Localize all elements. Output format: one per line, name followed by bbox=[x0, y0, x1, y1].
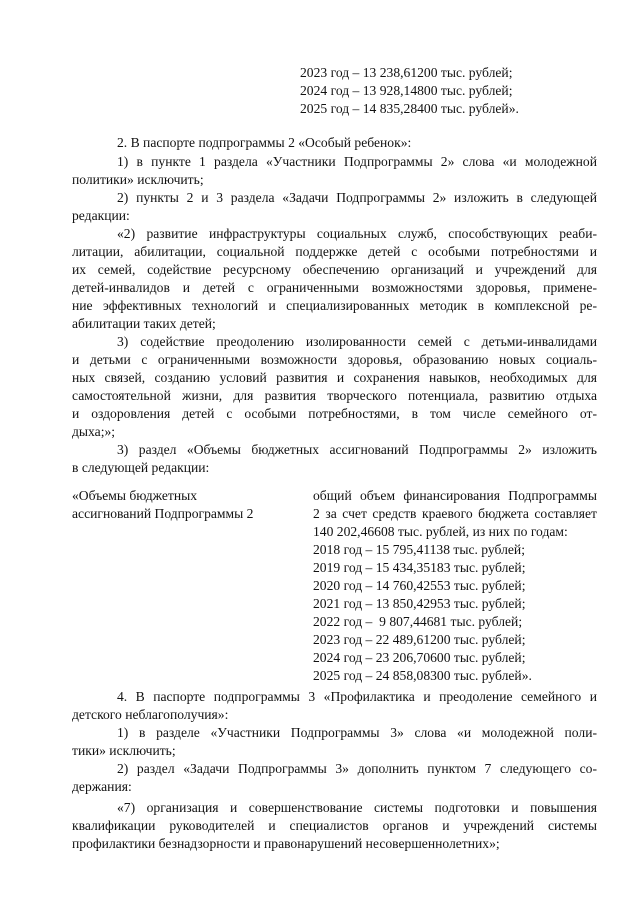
year-line: 2023 год – 13 238,61200 тыс. рублей; bbox=[300, 65, 513, 80]
quote-3-line: самостоятельной жизни, для развития творческого потенциала, развитию отдыха bbox=[72, 388, 597, 403]
quote-7-line: квалификации руководителей и специалистов органов и учреждений системы bbox=[72, 818, 597, 833]
budget-year-line: 2024 год – 23 206,70600 тыс. рублей; bbox=[313, 650, 526, 665]
quote-3-line: и детьми с ограниченными возможности здоровья, образованию новых социаль- bbox=[72, 352, 597, 367]
section-4-item-1-line: 1) в разделе «Участники Подпрограммы 3» слова «и молодежной поли- bbox=[117, 725, 597, 740]
section-2-item-1-line: политики» исключить; bbox=[72, 172, 204, 187]
quote-2-line: абилитации таких детей; bbox=[72, 316, 216, 331]
quote-3-line: 3) содействие преодолению изолированности семей с детьми-инвалидами bbox=[117, 334, 597, 349]
quote-2-line: «2) развитие инфраструктуры социальных служб, способствующих реаби- bbox=[117, 226, 597, 241]
quote-2-line: их семей, содействие ресурсному обеспечению организаций и учреждений для bbox=[72, 262, 597, 277]
budget-label: ассигнований Подпрограммы 2 bbox=[72, 506, 254, 521]
year-line: 2025 год – 14 835,28400 тыс. рублей». bbox=[300, 101, 519, 116]
quote-2-line: литации, абилитации, социальной поддержке детей с особыми потребностями и bbox=[72, 244, 597, 259]
quote-3-line: дыха;»; bbox=[72, 424, 116, 439]
budget-year-line: 2025 год – 24 858,08300 тыс. рублей». bbox=[313, 668, 532, 683]
section-2-item-2-line: редакции: bbox=[72, 208, 130, 223]
quote-7-line: «7) организация и совершенствование системы подготовки и повышения bbox=[117, 800, 597, 815]
budget-year-line: 2022 год – 9 807,44681 тыс. рублей; bbox=[313, 614, 523, 629]
section-2-item-2-line: 2) пункты 2 и 3 раздела «Задачи Подпрограммы 2» изложить в следующей bbox=[117, 190, 597, 205]
section-2-heading: 2. В паспорте подпрограммы 2 «Особый ребенок»: bbox=[117, 135, 412, 150]
section-4-heading: 4. В паспорте подпрограммы 3 «Профилактика и преодоление семейного и bbox=[117, 689, 597, 704]
budget-year-line: 2019 год – 15 434,35183 тыс. рублей; bbox=[313, 560, 526, 575]
quote-3-line: и оздоровления детей с особыми потребностями, в том числе семейного от- bbox=[72, 406, 597, 421]
year-line: 2024 год – 13 928,14800 тыс. рублей; bbox=[300, 83, 513, 98]
quote-3-line: ных связей, созданию условий развития и сохранения навыков, необходимых для bbox=[72, 370, 597, 385]
section-4-heading: детского неблагополучия»: bbox=[72, 707, 229, 722]
section-4-item-2-line: 2) раздел «Задачи Подпрограммы 3» дополнить пунктом 7 следующего со- bbox=[117, 761, 597, 776]
section-2-item-3-line: в следующей редакции: bbox=[72, 460, 210, 475]
budget-value-line: 2 за счет средств краевого бюджета составляет bbox=[313, 506, 597, 521]
quote-7-line: профилактики безнадзорности и правонарушений несовершеннолетних»; bbox=[72, 836, 500, 851]
budget-year-line: 2020 год – 14 760,42553 тыс. рублей; bbox=[313, 578, 526, 593]
budget-year-line: 2021 год – 13 850,42953 тыс. рублей; bbox=[313, 596, 526, 611]
section-4-item-1-line: тики» исключить; bbox=[72, 743, 176, 758]
quote-2-line: ние эффективных технологий и специализированных методик в комплексной ре- bbox=[72, 298, 597, 313]
quote-2-line: детей-инвалидов и детей с ограниченными возможностями здоровья, примене- bbox=[72, 280, 597, 295]
section-2-item-3-line: 3) раздел «Объемы бюджетных ассигнований Подпрограммы 2» изложить bbox=[117, 442, 597, 457]
section-2-item-1-line: 1) в пункте 1 раздела «Участники Подпрограммы 2» слова «и молодежной bbox=[117, 154, 597, 169]
section-4-item-2-line: держания: bbox=[72, 779, 132, 794]
budget-year-line: 2018 год – 15 795,41138 тыс. рублей; bbox=[313, 542, 525, 557]
budget-value-line: общий объем финансирования Подпрограммы bbox=[313, 488, 597, 503]
budget-year-line: 2023 год – 22 489,61200 тыс. рублей; bbox=[313, 632, 526, 647]
budget-value-line: 140 202,46608 тыс. рублей, из них по годам: bbox=[313, 524, 568, 539]
budget-label: «Объемы бюджетных bbox=[72, 488, 198, 503]
